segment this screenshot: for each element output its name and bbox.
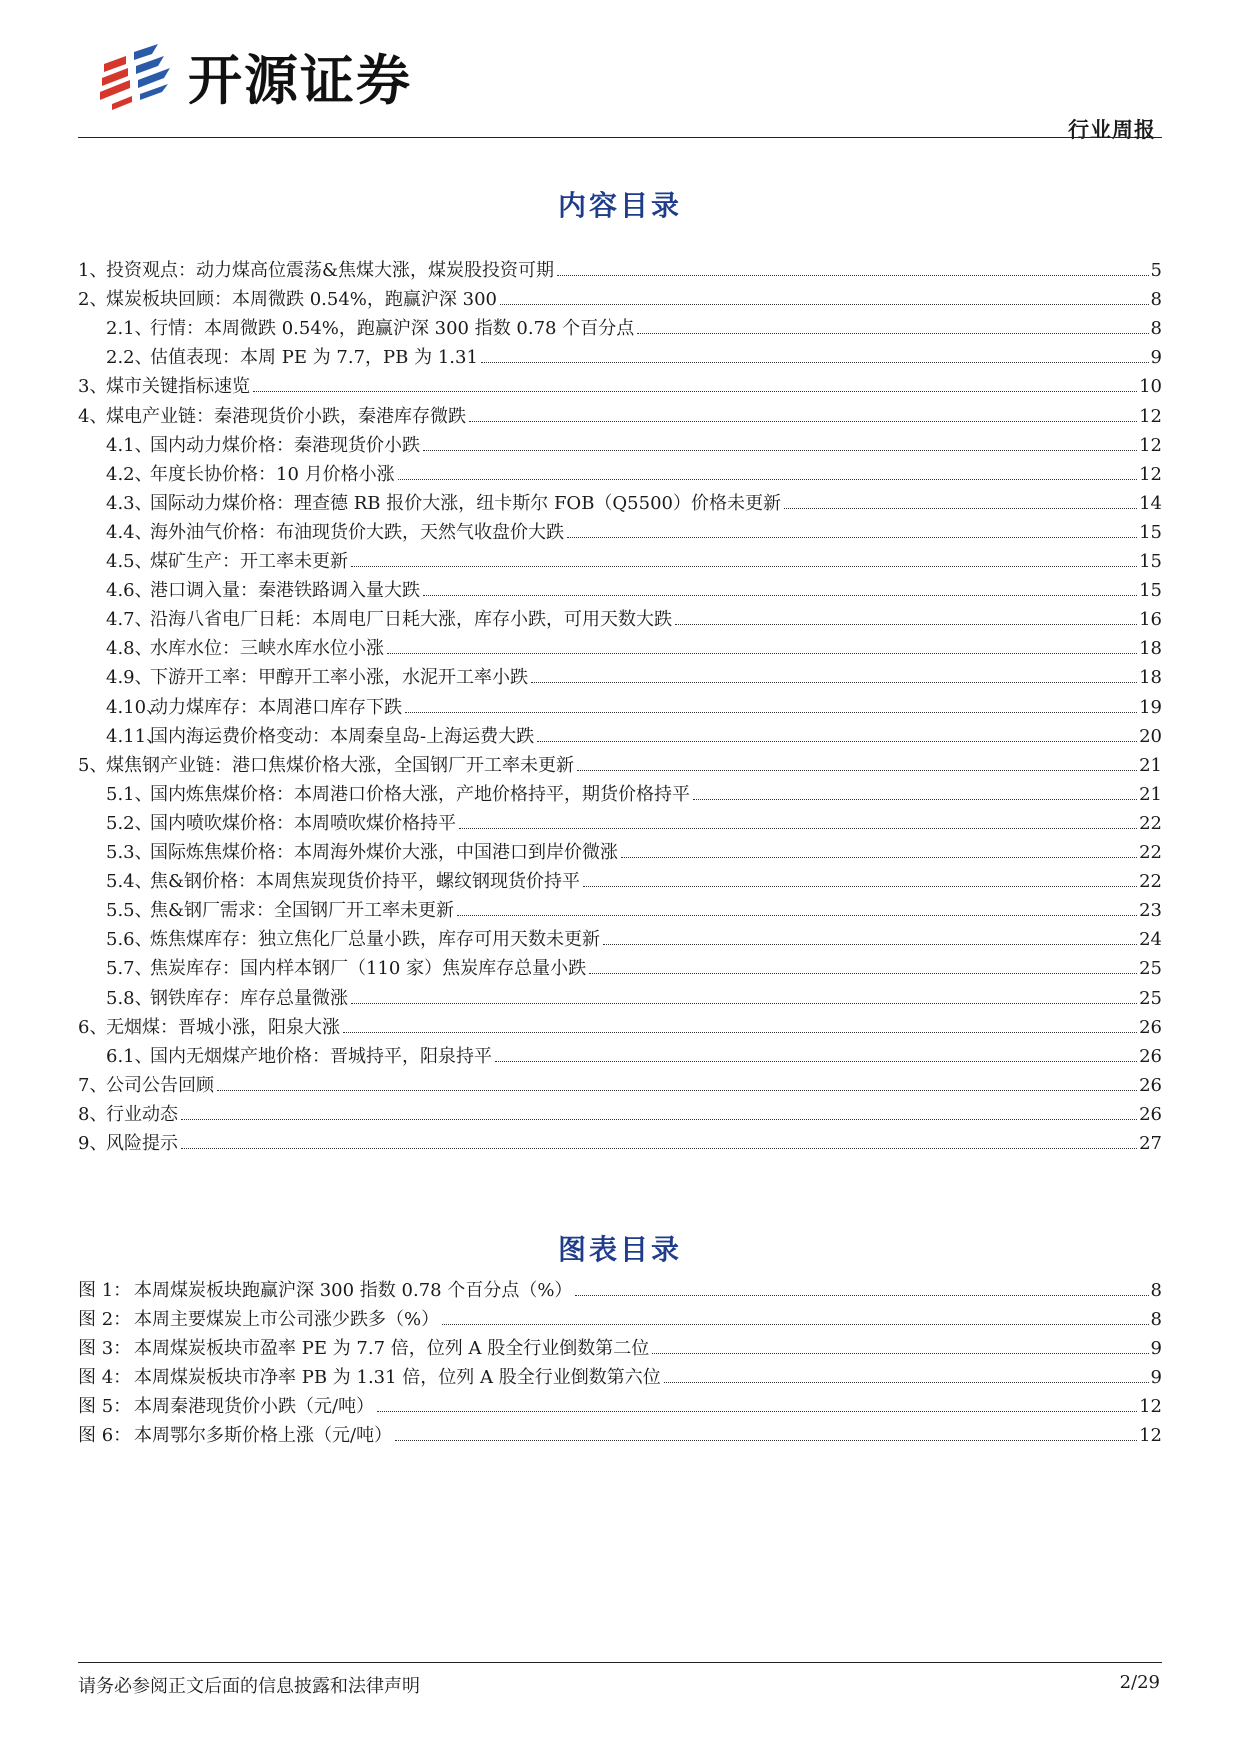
entry-title[interactable]: 海外油气价格：布油现货价大跌，天然气收盘价大跌 <box>150 521 564 543</box>
entry-number: 图 3： <box>78 1338 132 1359</box>
entry-page-number[interactable]: 22 <box>1139 871 1162 893</box>
toc-entry[interactable] <box>78 402 1162 434</box>
entry-page-number[interactable]: 18 <box>1139 667 1162 689</box>
entry-page-number[interactable]: 24 <box>1139 929 1162 951</box>
dot-leader <box>531 682 1137 683</box>
dot-leader <box>423 450 1137 451</box>
toc-entry[interactable] <box>78 1071 1162 1103</box>
toc-entry[interactable] <box>78 605 1162 637</box>
entry-number: 图 6： <box>78 1425 132 1446</box>
entry-page-number[interactable]: 12 <box>1139 434 1162 456</box>
entry-title[interactable]: 国内无烟煤产地价格：晋城持平，阳泉持平 <box>150 1045 492 1067</box>
toc-entry[interactable] <box>78 867 1162 899</box>
entry-page-number[interactable]: 16 <box>1139 609 1162 631</box>
toc-entry[interactable] <box>78 576 1162 608</box>
dot-leader <box>423 595 1137 596</box>
entry-page-number[interactable]: 25 <box>1139 958 1162 980</box>
figure-entry[interactable] <box>78 1305 1162 1337</box>
entry-page-number[interactable]: 5 <box>1150 260 1162 281</box>
dot-leader <box>377 1411 1137 1412</box>
entry-title[interactable]: 钢铁库存：库存总量微涨 <box>150 987 348 1009</box>
entry-title[interactable]: 炼焦煤库存：独立焦化厂总量小跌，库存可用天数未更新 <box>150 929 600 951</box>
toc-entry[interactable] <box>78 838 1162 870</box>
entry-page-number[interactable]: 22 <box>1139 812 1162 834</box>
entry-title[interactable]: 焦炭库存：国内样本钢厂（110 家）焦炭库存总量小跌 <box>150 958 587 980</box>
footer-disclaimer: 请务必参阅正文后面的信息披露和法律声明 <box>78 1676 420 1697</box>
toc-heading: 内容目录 <box>557 189 682 222</box>
dot-leader <box>181 1148 1137 1149</box>
entry-page-number[interactable]: 12 <box>1139 463 1162 485</box>
entry-page-number[interactable]: 25 <box>1139 987 1162 1009</box>
entry-title[interactable]: 本周煤炭板块市盈率 PE 为 7.7 倍，位列 A 股全行业倒数第二位 <box>134 1338 650 1359</box>
toc-entry[interactable] <box>78 518 1162 550</box>
entry-number: 2.1、 <box>106 318 153 340</box>
entry-title[interactable]: 下游开工率：甲醇开工率小涨，水泥开工率小跌 <box>150 667 528 689</box>
dot-leader <box>589 973 1137 974</box>
entry-number: 8、 <box>78 1103 108 1125</box>
entry-page-number[interactable]: 18 <box>1139 638 1162 660</box>
entry-page-number[interactable]: 19 <box>1139 696 1162 718</box>
entry-title[interactable]: 沿海八省电厂日耗：本周电厂日耗大涨，库存小跌，可用天数大跌 <box>150 609 672 631</box>
entry-title[interactable]: 年度长协价格：10 月价格小涨 <box>150 463 395 485</box>
dot-leader <box>583 886 1137 887</box>
entry-number: 图 4： <box>78 1367 132 1388</box>
entry-title[interactable]: 国内炼焦煤价格：本周港口价格大涨，产地价格持平，期货价格持平 <box>150 783 690 805</box>
entry-title[interactable]: 国际炼焦煤价格：本周海外煤价大涨，中国港口到岸价微涨 <box>150 842 618 863</box>
entry-title[interactable]: 煤市关键指标速览 <box>106 376 250 398</box>
entry-page-number[interactable]: 26 <box>1139 1103 1162 1125</box>
entry-page-number[interactable]: 9 <box>1150 1367 1162 1388</box>
toc-entry[interactable] <box>78 896 1162 928</box>
entry-number: 4.10、 <box>106 696 165 718</box>
entry-page-number[interactable]: 8 <box>1150 1309 1162 1330</box>
brand-name: 开源证券 <box>188 49 412 112</box>
entry-number: 4.4、 <box>106 521 153 543</box>
dot-leader <box>459 828 1137 829</box>
header-divider <box>78 137 1162 138</box>
dot-leader <box>495 1061 1137 1062</box>
dot-leader <box>577 770 1137 771</box>
entry-title[interactable]: 动力煤库存：本周港口库存下跌 <box>150 696 402 718</box>
entry-page-number[interactable]: 20 <box>1139 725 1162 747</box>
entry-number: 4、 <box>78 405 108 427</box>
entry-number: 4.1、 <box>106 434 153 456</box>
dot-leader <box>387 653 1137 654</box>
toc-entry[interactable] <box>78 489 1162 521</box>
dot-leader <box>664 1382 1149 1383</box>
dot-leader <box>217 1090 1137 1091</box>
toc-entry[interactable] <box>78 256 1162 288</box>
entry-number: 4.5、 <box>106 551 153 572</box>
entry-title[interactable]: 投资观点：动力煤高位震荡&焦煤大涨，煤炭股投资可期 <box>106 260 555 281</box>
entry-page-number[interactable]: 15 <box>1139 521 1162 543</box>
entry-page-number[interactable]: 9 <box>1150 1338 1162 1359</box>
entry-title[interactable]: 煤焦钢产业链：港口焦煤价格大涨，全国钢厂开工率未更新 <box>106 754 574 776</box>
dot-leader <box>603 944 1137 945</box>
entry-number: 5.8、 <box>106 987 153 1009</box>
entry-title[interactable]: 国内动力煤价格：秦港现货价小跌 <box>150 434 420 456</box>
entry-page-number[interactable]: 9 <box>1150 347 1162 369</box>
entry-number: 6.1、 <box>106 1045 153 1067</box>
dot-leader <box>557 275 1149 276</box>
entry-number: 5.3、 <box>106 842 153 863</box>
entry-page-number[interactable]: 21 <box>1139 783 1162 805</box>
entry-title[interactable]: 本周鄂尔多斯价格上涨（元/吨） <box>134 1425 393 1446</box>
entry-page-number[interactable]: 27 <box>1139 1133 1162 1154</box>
toc-entry[interactable] <box>78 722 1162 754</box>
entry-number: 5.7、 <box>106 958 153 980</box>
entry-page-number[interactable]: 15 <box>1139 580 1162 602</box>
entry-page-number[interactable]: 26 <box>1139 1016 1162 1038</box>
dot-leader <box>500 304 1149 305</box>
page-header <box>0 0 1240 145</box>
entry-number: 3、 <box>78 376 108 398</box>
figures-heading: 图表目录 <box>557 1233 682 1266</box>
toc-entry[interactable] <box>78 1100 1162 1132</box>
dot-leader <box>442 1324 1148 1325</box>
entry-title[interactable]: 焦&钢价格：本周焦炭现货价持平，螺纹钢现货价持平 <box>150 871 581 893</box>
entry-number: 图 2： <box>78 1309 132 1330</box>
entry-number: 5.2、 <box>106 812 153 834</box>
entry-page-number[interactable]: 26 <box>1139 1045 1162 1067</box>
toc-entry[interactable] <box>78 780 1162 812</box>
dot-leader <box>469 421 1137 422</box>
entry-page-number[interactable]: 26 <box>1139 1074 1162 1096</box>
brand-logo <box>98 38 412 115</box>
toc-entry[interactable] <box>78 925 1162 957</box>
toc-entry[interactable] <box>78 431 1162 463</box>
figure-entry[interactable] <box>78 1334 1162 1366</box>
entry-title[interactable]: 港口调入量：秦港铁路调入量大跌 <box>150 580 420 602</box>
entry-number: 图 1： <box>78 1280 132 1301</box>
entry-title[interactable]: 行业动态 <box>106 1103 178 1125</box>
dot-leader <box>457 915 1137 916</box>
document-type-label: 行业周报 <box>1068 118 1156 142</box>
entry-number: 4.3、 <box>106 492 153 514</box>
entry-title[interactable]: 煤电产业链：秦港现货价小跌，秦港库存微跌 <box>106 405 466 427</box>
dot-leader <box>652 1353 1148 1354</box>
dot-leader <box>567 537 1137 538</box>
dot-leader <box>253 391 1137 392</box>
dot-leader <box>537 741 1137 742</box>
toc-entry[interactable] <box>78 1013 1162 1045</box>
entry-title[interactable]: 公司公告回顾 <box>106 1074 214 1096</box>
toc-entry[interactable] <box>78 372 1162 404</box>
dot-leader <box>675 624 1137 625</box>
toc-entry[interactable] <box>78 314 1162 346</box>
dot-leader <box>637 333 1148 334</box>
dot-leader <box>621 857 1137 858</box>
toc-entry[interactable] <box>78 343 1162 375</box>
dot-leader <box>481 362 1149 363</box>
entry-number: 7、 <box>78 1074 108 1096</box>
entry-page-number[interactable]: 14 <box>1139 492 1162 514</box>
entry-title[interactable]: 本周秦港现货价小跌（元/吨） <box>134 1396 375 1417</box>
entry-number: 5.1、 <box>106 783 153 805</box>
toc-entry[interactable] <box>78 1042 1162 1074</box>
entry-number: 2.2、 <box>106 347 153 369</box>
entry-page-number[interactable]: 21 <box>1139 754 1162 776</box>
entry-number: 1、 <box>78 260 108 281</box>
entry-title[interactable]: 国际动力煤价格：理查德 RB 报价大涨，纽卡斯尔 FOB（Q5500）价格未更新 <box>150 492 781 514</box>
toc-entry[interactable] <box>78 693 1162 725</box>
toc-entry[interactable] <box>78 285 1162 317</box>
dot-leader <box>343 1032 1137 1033</box>
entry-page-number[interactable]: 8 <box>1150 318 1162 340</box>
entry-number: 5.4、 <box>106 871 153 893</box>
brand-mark-icon <box>98 42 174 112</box>
entry-number: 4.2、 <box>106 463 153 485</box>
toc-entry[interactable] <box>78 547 1162 579</box>
entry-number: 图 5： <box>78 1396 132 1417</box>
entry-title[interactable]: 国内海运费价格变动：本周秦皇岛-上海运费大跌 <box>150 725 535 747</box>
dot-leader <box>405 712 1137 713</box>
dot-leader <box>395 1440 1137 1441</box>
entry-number: 4.9、 <box>106 667 153 689</box>
entry-title[interactable]: 本周煤炭板块市净率 PB 为 1.31 倍，位列 A 股全行业倒数第六位 <box>134 1367 661 1388</box>
entry-page-number[interactable]: 12 <box>1139 1425 1162 1446</box>
entry-number: 4.6、 <box>106 580 153 602</box>
entry-title[interactable]: 行情：本周微跌 0.54%，跑赢沪深 300 指数 0.78 个百分点 <box>150 318 635 340</box>
entry-page-number[interactable]: 12 <box>1139 1396 1162 1417</box>
figure-entry[interactable] <box>78 1363 1162 1395</box>
entry-title[interactable]: 无烟煤：晋城小涨，阳泉大涨 <box>106 1016 340 1038</box>
figure-entry[interactable] <box>78 1392 1162 1424</box>
entry-page-number[interactable]: 8 <box>1150 1280 1162 1301</box>
toc-entry[interactable] <box>78 1129 1162 1161</box>
entry-page-number[interactable]: 15 <box>1139 551 1162 572</box>
entry-page-number[interactable]: 10 <box>1139 376 1162 398</box>
dot-leader <box>693 799 1137 800</box>
dot-leader <box>575 1295 1148 1296</box>
entry-title[interactable]: 水库水位：三峡水库水位小涨 <box>150 638 384 660</box>
entry-number: 5.5、 <box>106 900 153 922</box>
entry-number: 5.6、 <box>106 929 153 951</box>
footer-divider <box>78 1662 1162 1663</box>
entry-title[interactable]: 本周煤炭板块跑赢沪深 300 指数 0.78 个百分点（%） <box>134 1280 573 1301</box>
entry-number: 4.7、 <box>106 609 153 631</box>
entry-page-number[interactable]: 12 <box>1139 405 1162 427</box>
entry-title[interactable]: 国内喷吹煤价格：本周喷吹煤价格持平 <box>150 812 456 834</box>
entry-title[interactable]: 本周主要煤炭上市公司涨少跌多（%） <box>134 1309 440 1330</box>
entry-number: 6、 <box>78 1016 108 1038</box>
entry-number: 4.11、 <box>106 725 165 747</box>
toc-entry[interactable] <box>78 460 1162 492</box>
entry-number: 5、 <box>78 754 108 776</box>
dot-leader <box>351 1003 1137 1004</box>
page-number: 2/29 <box>1119 1672 1160 1693</box>
entry-page-number[interactable]: 8 <box>1150 289 1162 311</box>
entry-number: 4.8、 <box>106 638 153 660</box>
toc-entry[interactable] <box>78 634 1162 666</box>
entry-title[interactable]: 估值表现：本周 PE 为 7.7，PB 为 1.31 <box>150 347 478 369</box>
entry-page-number[interactable]: 22 <box>1139 842 1162 863</box>
entry-title[interactable]: 煤矿生产：开工率未更新 <box>150 551 348 572</box>
figure-entry[interactable] <box>78 1276 1162 1308</box>
entry-title[interactable]: 焦&钢厂需求：全国钢厂开工率未更新 <box>150 900 455 922</box>
toc-entry[interactable] <box>78 809 1162 841</box>
toc-entry[interactable] <box>78 984 1162 1016</box>
entry-title[interactable]: 风险提示 <box>106 1133 178 1154</box>
entry-number: 2、 <box>78 289 108 311</box>
figure-entry[interactable] <box>78 1421 1162 1453</box>
dot-leader <box>784 508 1137 509</box>
toc-entry[interactable] <box>78 751 1162 783</box>
entry-page-number[interactable]: 23 <box>1139 900 1162 922</box>
entry-title[interactable]: 煤炭板块回顾：本周微跌 0.54%，跑赢沪深 300 <box>106 289 497 311</box>
dot-leader <box>181 1119 1137 1120</box>
dot-leader <box>351 566 1137 567</box>
dot-leader <box>398 479 1137 480</box>
toc-entry[interactable] <box>78 954 1162 986</box>
toc-entry[interactable] <box>78 663 1162 695</box>
entry-number: 9、 <box>78 1133 108 1154</box>
